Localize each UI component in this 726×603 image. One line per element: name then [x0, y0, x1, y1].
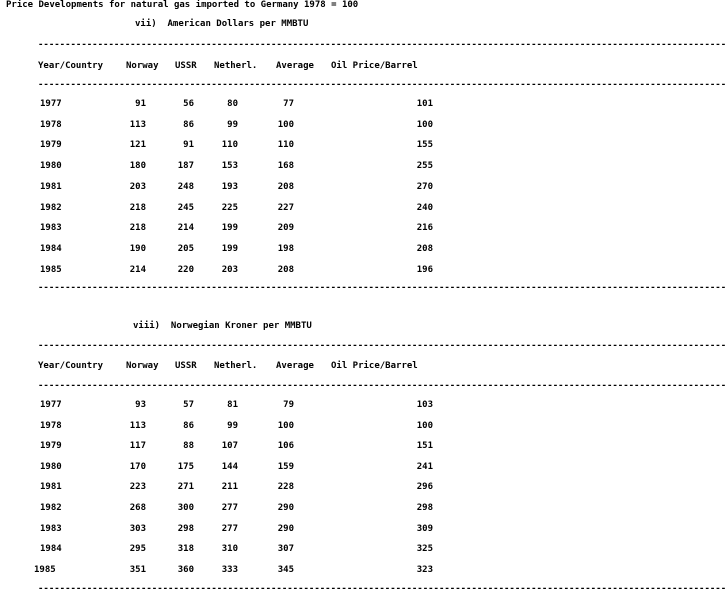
cell-year: 1980	[40, 462, 62, 472]
cell-ussr: 88	[183, 441, 194, 451]
cell-average: 100	[277, 421, 294, 431]
cell-year: 1982	[40, 503, 62, 513]
cell-norway: 214	[129, 265, 146, 275]
cell-netherlands: 225	[221, 203, 238, 213]
divider: -------------------------------------------------------------------------------------------------------------------------------	[38, 40, 726, 50]
cell-average: 227	[277, 203, 294, 213]
page-title: Price Developments for natural gas imported to Germany 1978 = 100	[6, 0, 359, 10]
cell-norway: 218	[129, 203, 146, 213]
cell-average: 100	[277, 120, 294, 130]
cell-average: 159	[277, 462, 294, 472]
cell-norway: 303	[129, 524, 146, 534]
column-header-average: Average	[276, 361, 314, 371]
cell-norway: 113	[129, 120, 146, 130]
section-heading-viii: viii) Norwegian Kroner per MMBTU	[133, 321, 312, 331]
cell-average: 307	[277, 544, 294, 554]
cell-year: 1981	[40, 482, 62, 492]
cell-oil-price: 208	[416, 244, 433, 254]
cell-average: 198	[277, 244, 294, 254]
column-header-netherlands: Netherl.	[214, 61, 258, 71]
cell-norway: 91	[135, 99, 146, 109]
cell-netherlands: 277	[221, 503, 238, 513]
cell-netherlands: 211	[221, 482, 238, 492]
cell-netherlands: 199	[221, 244, 238, 254]
divider: -------------------------------------------------------------------------------------------------------------------------------	[38, 341, 726, 351]
cell-norway: 113	[129, 421, 146, 431]
cell-oil-price: 298	[416, 503, 433, 513]
cell-year: 1978	[40, 120, 62, 130]
cell-norway: 93	[135, 400, 146, 410]
cell-year: 1983	[40, 524, 62, 534]
cell-ussr: 300	[177, 503, 194, 513]
column-header-netherlands: Netherl.	[214, 361, 258, 371]
cell-norway: 218	[129, 223, 146, 233]
cell-year: 1985	[34, 565, 56, 575]
cell-netherlands: 203	[221, 265, 238, 275]
cell-oil-price: 101	[416, 99, 433, 109]
cell-average: 77	[283, 99, 294, 109]
cell-ussr: 318	[177, 544, 194, 554]
cell-oil-price: 296	[416, 482, 433, 492]
cell-ussr: 245	[177, 203, 194, 213]
cell-norway: 295	[129, 544, 146, 554]
cell-norway: 223	[129, 482, 146, 492]
cell-norway: 170	[129, 462, 146, 472]
cell-average: 228	[277, 482, 294, 492]
cell-year: 1980	[40, 161, 62, 171]
cell-norway: 117	[129, 441, 146, 451]
cell-year: 1985	[40, 265, 62, 275]
cell-ussr: 86	[183, 120, 194, 130]
cell-netherlands: 107	[221, 441, 238, 451]
cell-ussr: 298	[177, 524, 194, 534]
cell-ussr: 56	[183, 99, 194, 109]
cell-ussr: 248	[177, 182, 194, 192]
cell-netherlands: 99	[227, 120, 238, 130]
divider: -------------------------------------------------------------------------------------------------------------------------------	[38, 381, 726, 391]
cell-year: 1979	[40, 441, 62, 451]
cell-year: 1983	[40, 223, 62, 233]
column-header-ussr: USSR	[175, 61, 197, 71]
column-header-average: Average	[276, 61, 314, 71]
cell-oil-price: 151	[416, 441, 433, 451]
divider: -------------------------------------------------------------------------------------------------------------------------------	[38, 584, 726, 594]
cell-netherlands: 193	[221, 182, 238, 192]
cell-year: 1982	[40, 203, 62, 213]
cell-norway: 121	[129, 140, 146, 150]
cell-average: 208	[277, 182, 294, 192]
column-header-norway: Norway	[126, 61, 159, 71]
cell-oil-price: 240	[416, 203, 433, 213]
cell-oil-price: 100	[416, 421, 433, 431]
cell-average: 110	[277, 140, 294, 150]
cell-ussr: 86	[183, 421, 194, 431]
cell-average: 209	[277, 223, 294, 233]
cell-average: 79	[283, 400, 294, 410]
cell-average: 345	[277, 565, 294, 575]
cell-oil-price: 241	[416, 462, 433, 472]
cell-year: 1977	[40, 400, 62, 410]
cell-ussr: 91	[183, 140, 194, 150]
cell-ussr: 220	[177, 265, 194, 275]
cell-netherlands: 153	[221, 161, 238, 171]
cell-netherlands: 99	[227, 421, 238, 431]
cell-average: 290	[277, 524, 294, 534]
cell-year: 1981	[40, 182, 62, 192]
cell-average: 290	[277, 503, 294, 513]
cell-oil-price: 325	[416, 544, 433, 554]
cell-ussr: 360	[177, 565, 194, 575]
cell-oil-price: 103	[416, 400, 433, 410]
cell-netherlands: 80	[227, 99, 238, 109]
cell-norway: 203	[129, 182, 146, 192]
cell-ussr: 214	[177, 223, 194, 233]
cell-year: 1977	[40, 99, 62, 109]
cell-oil-price: 270	[416, 182, 433, 192]
cell-norway: 351	[129, 565, 146, 575]
cell-oil-price: 100	[416, 120, 433, 130]
cell-oil-price: 309	[416, 524, 433, 534]
cell-norway: 268	[129, 503, 146, 513]
column-header-norway: Norway	[126, 361, 159, 371]
cell-netherlands: 333	[221, 565, 238, 575]
cell-oil-price: 196	[416, 265, 433, 275]
column-header-oil-price: Oil Price/Barrel	[331, 361, 418, 371]
cell-ussr: 271	[177, 482, 194, 492]
cell-ussr: 187	[177, 161, 194, 171]
column-header-oil-price: Oil Price/Barrel	[331, 61, 418, 71]
cell-norway: 190	[129, 244, 146, 254]
cell-ussr: 57	[183, 400, 194, 410]
cell-netherlands: 81	[227, 400, 238, 410]
cell-norway: 180	[129, 161, 146, 171]
cell-year: 1984	[40, 244, 62, 254]
cell-oil-price: 216	[416, 223, 433, 233]
divider: -------------------------------------------------------------------------------------------------------------------------------	[38, 283, 726, 293]
cell-average: 106	[277, 441, 294, 451]
column-header-ussr: USSR	[175, 361, 197, 371]
cell-netherlands: 144	[221, 462, 238, 472]
column-header-year: Year/Country	[38, 361, 104, 371]
cell-oil-price: 155	[416, 140, 433, 150]
cell-netherlands: 310	[221, 544, 238, 554]
cell-oil-price: 255	[416, 161, 433, 171]
cell-average: 208	[277, 265, 294, 275]
cell-netherlands: 277	[221, 524, 238, 534]
section-heading-vii: vii) American Dollars per MMBTU	[135, 19, 309, 29]
cell-average: 168	[277, 161, 294, 171]
cell-year: 1979	[40, 140, 62, 150]
column-header-year: Year/Country	[38, 61, 104, 71]
cell-year: 1978	[40, 421, 62, 431]
cell-oil-price: 323	[416, 565, 433, 575]
cell-ussr: 205	[177, 244, 194, 254]
cell-year: 1984	[40, 544, 62, 554]
cell-netherlands: 199	[221, 223, 238, 233]
cell-netherlands: 110	[221, 140, 238, 150]
cell-ussr: 175	[177, 462, 194, 472]
divider: -------------------------------------------------------------------------------------------------------------------------------	[38, 80, 726, 90]
